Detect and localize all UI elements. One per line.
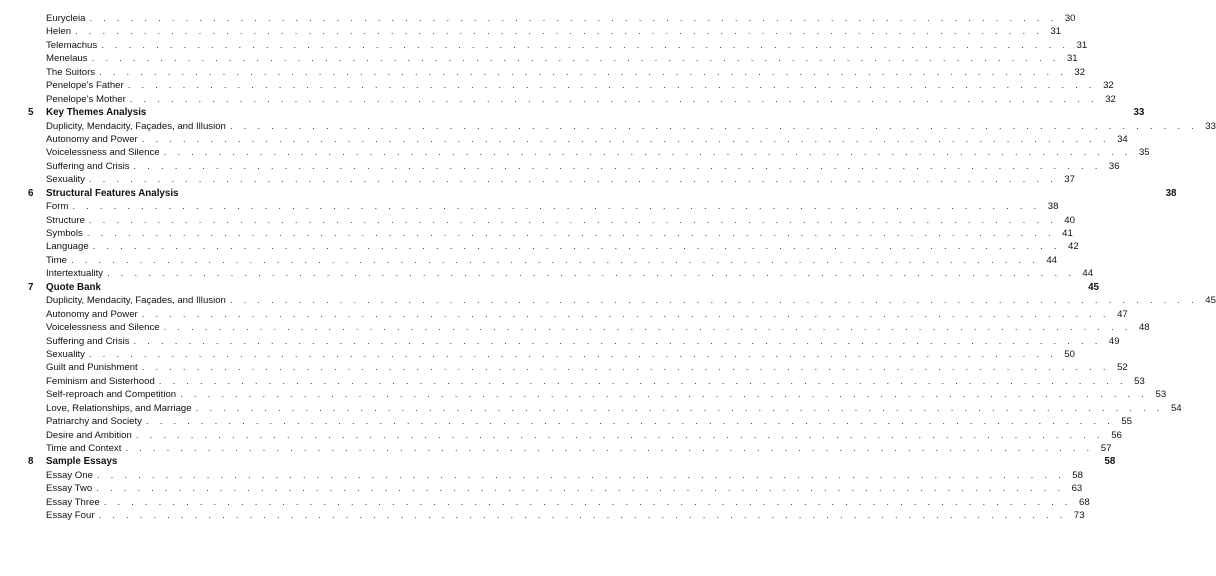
- toc-page-number: 34: [1117, 133, 1128, 145]
- toc-chapter-row[interactable]: [0, 187, 1177, 200]
- dot-leader: . . . . . . . . . . . . . . . . . . . . . . . . . . . . . . . . . . . . . . . . . . . . . . . . . . . . . . . . . . . . . . . . . . . . . . .: [103, 496, 1072, 508]
- toc-entry-row[interactable]: [0, 308, 1128, 321]
- dot-leader: . . . . . . . . . . . . . . . . . . . . . . . . . . . . . . . . . . . . . . . . . . . . . . . . . . . . . . . . . . . . . . . . . . . . . . .: [86, 228, 1055, 239]
- dot-leader: . . . . . . . . . . . . . . . . . . . . . . . . . . . . . . . . . . . . . . . . . . . . . . . . . . . . . . . . . . . . . . . . . . . . . . .: [141, 308, 1110, 320]
- toc-entry-row[interactable]: [0, 509, 1085, 522]
- toc-chapter-number: 8: [28, 456, 34, 468]
- toc-title: Autonomy and Power: [46, 133, 138, 145]
- toc-page-number: 32: [1103, 80, 1114, 92]
- toc-page-number: 56: [1111, 429, 1122, 441]
- toc-page-number: 42: [1068, 241, 1079, 253]
- toc-title: Helen: [46, 26, 72, 38]
- toc-title: Essay Two: [46, 483, 93, 495]
- toc-title: Structural Features Analysis: [46, 187, 179, 199]
- dot-leader: . . . . . . . . . . . . . . . . . . . . . . . . . . . . . . . . . . . . . . . . . . . . . . . . . . . . . . . . . . . . . . . . . . . . . . .: [89, 13, 1058, 24]
- dot-leader: . . . . . . . . . . . . . . . . . . . . . . . . . . . . . . . . . . . . . . . . . . . . . . . . . . . . . . . . . . . . . . . . . . . . . . .: [127, 80, 1096, 92]
- toc-entry-row[interactable]: [0, 12, 1076, 25]
- dot-leader: . . . . . . . . . . . . . . . . . . . . . . . . . . . . . . . . . . . . . . . . . . . . . . . . . . . . . . . . . . . . . . . . . . . . . . .: [72, 201, 1041, 213]
- toc-title: Telemachus: [46, 39, 98, 51]
- dot-leader: . . . . . . . . . . . . . . . . . . . . . . . . . . . . . . . . . . . . . . . . . . . . . . . . . . . . . . . . . . . . . . . . . . . . . . .: [180, 389, 1149, 401]
- dot-leader: . . . . . . . . . . . . . . . . . . . . . . . . . . . . . . . . . . . . . . . . . . . . . . . . . . . . . . . . . . . . . . . . . . . . . . .: [107, 268, 1076, 280]
- toc-title: Structure: [46, 214, 85, 226]
- toc-entry-row[interactable]: [0, 200, 1059, 213]
- toc-entry-row[interactable]: [0, 173, 1075, 186]
- toc-title: The Suitors: [46, 66, 96, 78]
- toc-page-number: 38: [1165, 187, 1177, 199]
- toc-title: Language: [46, 241, 89, 253]
- dot-leader: . . . . . . . . . . . . . . . . . . . . . . . . . . . . . . . . . . . . . . . . . . . . . . . . . . . . . . . . . . . . . . . . . . . . . . .: [70, 254, 1039, 266]
- toc-entry-row[interactable]: [0, 39, 1088, 52]
- toc-page-number: 35: [1138, 147, 1150, 159]
- toc-title: Voicelessness and Silence: [46, 322, 160, 334]
- toc-title: Essay Four: [46, 510, 95, 522]
- toc-page-number: 53: [1155, 389, 1167, 401]
- dot-leader: . . . . . . . . . . . . . . . . . . . . . . . . . . . . . . . . . . . . . . . . . . . . . . . . . . . . . . . . . . . . . . . . . . . . . . .: [88, 348, 1057, 360]
- toc-page-number: 57: [1100, 443, 1112, 454]
- toc-page-number: 31: [1050, 26, 1062, 38]
- toc-title: Intertextuality: [46, 268, 104, 280]
- toc-page-number: 45: [1205, 295, 1216, 307]
- toc-entry-row[interactable]: [0, 93, 1116, 106]
- toc-title: Self-reproach and Competition: [46, 389, 177, 401]
- toc-entry-row[interactable]: [0, 214, 1075, 227]
- toc-entry-row[interactable]: [0, 496, 1090, 509]
- toc-title: Sexuality: [46, 348, 85, 360]
- dot-leader: . . . . . . . . . . . . . . . . . . . . . . . . . . . . . . . . . . . . . . . . . . . . . . . . . . . . . . . . . . . . . . . . . . . . . . .: [133, 335, 1102, 347]
- toc-entry-row[interactable]: [0, 146, 1150, 159]
- dot-leader: . . . . . . . . . . . . . . . . . . . . . . . . . . . . . . . . . . . . . . . . . . . . . . . . . . . . . . . . . . . . . . . . . . . . . . .: [129, 93, 1098, 105]
- toc-chapter-number: 6: [28, 187, 34, 199]
- toc-entry-row[interactable]: [0, 79, 1114, 92]
- toc-title: Time: [46, 254, 67, 266]
- toc-title: Voicelessness and Silence: [46, 147, 160, 159]
- dot-leader: . . . . . . . . . . . . . . . . . . . . . . . . . . . . . . . . . . . . . . . . . . . . . . . . . . . . . . . . . . . . . . . . . . . . . . .: [96, 469, 1065, 481]
- toc-title: Essay Three: [46, 496, 100, 508]
- toc-entry-row[interactable]: [0, 469, 1083, 482]
- toc-entry-row[interactable]: [0, 267, 1094, 280]
- dot-leader: . . . . . . . . . . . . . . . . . . . . . . . . . . . . . . . . . . . . . . . . . . . . . . . . . . . . . . . . . . . . . . . . . . . . . . .: [158, 375, 1127, 387]
- toc-entry-row[interactable]: [0, 375, 1145, 388]
- toc-title: Guilt and Punishment: [46, 362, 138, 374]
- dot-leader: . . . . . . . . . . . . . . . . . . . . . . . . . . . . . . . . . . . . . . . . . . . . . . . . . . . . . . . . . . . . . . . . . . . . . . .: [229, 295, 1198, 307]
- toc-entry-row[interactable]: [0, 429, 1122, 442]
- dot-leader: . . . . . . . . . . . . . . . . . . . . . . . . . . . . . . . . . . . . . . . . . . . . . . . . . . . . . . . . . . . . . . . . . . . . . . .: [135, 429, 1104, 441]
- toc-entry-row[interactable]: [0, 335, 1120, 348]
- dot-leader: . . . . . . . . . . . . . . . . . . . . . . . . . . . . . . . . . . . . . . . . . . . . . . . . . . . . . . . . . . . . . . . . . . . . . . .: [99, 66, 1068, 78]
- toc-page-number: 36: [1108, 160, 1120, 172]
- toc-title: Feminism and Sisterhood: [46, 375, 155, 387]
- toc-entry-row[interactable]: [0, 120, 1216, 133]
- toc-entry-row[interactable]: [0, 482, 1083, 495]
- toc-page-number: 47: [1117, 308, 1128, 320]
- toc-page-number: 32: [1105, 93, 1116, 105]
- toc-page-number: 49: [1108, 335, 1120, 347]
- dot-leader: . . . . . . . . . . . . . . . . . . . . . . . . . . . . . . . . . . . . . . . . . . . . . . . . . . . . . . . . . . . . . . . . . . . . . . .: [141, 362, 1110, 374]
- toc-page-number: 55: [1121, 416, 1133, 428]
- toc-chapter-number: 5: [28, 107, 34, 119]
- toc-page-number: 31: [1076, 39, 1088, 51]
- toc-entry-row[interactable]: [0, 402, 1182, 415]
- toc-page-number: 73: [1073, 510, 1085, 522]
- toc-title: Love, Relationships, and Marriage: [46, 402, 192, 414]
- toc-page-number: 33: [1133, 107, 1145, 119]
- toc-title: Time and Context: [46, 443, 122, 454]
- table-of-contents: [0, 12, 1216, 523]
- toc-entry-row[interactable]: [0, 361, 1128, 374]
- toc-entry-row[interactable]: [0, 254, 1057, 267]
- toc-title: Penelope’s Father: [46, 80, 124, 92]
- dot-leader: . . . . . . . . . . . . . . . . . . . . . . . . . . . . . . . . . . . . . . . . . . . . . . . . . . . . . . . . . . . . . . . . . . . . . . .: [92, 241, 1061, 253]
- toc-title: Key Themes Analysis: [46, 107, 147, 119]
- toc-page-number: 48: [1138, 322, 1150, 334]
- toc-title: Form: [46, 201, 69, 213]
- toc-entry-row[interactable]: [0, 133, 1128, 146]
- toc-page-number: 58: [1072, 469, 1083, 481]
- toc-entry-row[interactable]: [0, 25, 1062, 38]
- dot-leader: . . . . . . . . . . . . . . . . . . . . . . . . . . . . . . . . . . . . . . . . . . . . . . . . . . . . . . . . . . . . . . . . . . . . . . .: [133, 160, 1102, 172]
- dot-leader: . . . . . . . . . . . . . . . . . . . . . . . . . . . . . . . . . . . . . . . . . . . . . . . . . . . . . . . . . . . . . . . . . . . . . . .: [125, 443, 1094, 454]
- toc-chapter-number: 7: [28, 281, 34, 293]
- toc-page-number: 41: [1062, 228, 1073, 239]
- toc-title: Patriarchy and Society: [46, 416, 142, 428]
- toc-page-number: 58: [1104, 456, 1116, 468]
- toc-title: Duplicity, Mendacity, Façades, and Illusion: [46, 295, 226, 307]
- dot-leader: . . . . . . . . . . . . . . . . . . . . . . . . . . . . . . . . . . . . . . . . . . . . . . . . . . . . . . . . . . . . . . . . . . . . . . .: [195, 402, 1164, 414]
- toc-page-number: 50: [1064, 348, 1075, 360]
- toc-page-number: 54: [1170, 402, 1182, 414]
- toc-title: Duplicity, Mendacity, Façades, and Illusion: [46, 120, 226, 132]
- toc-title: Penelope’s Mother: [46, 93, 126, 105]
- toc-entry-row[interactable]: [0, 52, 1078, 65]
- toc-title: Quote Bank: [46, 281, 101, 293]
- toc-page-number: 44: [1082, 268, 1094, 280]
- toc-page-number: 37: [1064, 174, 1075, 186]
- dot-leader: . . . . . . . . . . . . . . . . . . . . . . . . . . . . . . . . . . . . . . . . . . . . . . . . . . . . . . . . . . . . . . . . . . . . . . .: [163, 147, 1132, 159]
- toc-page-number: 53: [1134, 375, 1145, 387]
- toc-title: Symbols: [46, 228, 83, 239]
- toc-entry-row[interactable]: [0, 294, 1216, 307]
- toc-page-number: 52: [1117, 362, 1128, 374]
- toc-page-number: 40: [1064, 214, 1075, 226]
- dot-leader: . . . . . . . . . . . . . . . . . . . . . . . . . . . . . . . . . . . . . . . . . . . . . . . . . . . . . . . . . . . . . . . . . . . . . . .: [163, 322, 1132, 334]
- toc-page-number: 63: [1071, 483, 1083, 495]
- dot-leader: . . . . . . . . . . . . . . . . . . . . . . . . . . . . . . . . . . . . . . . . . . . . . . . . . . . . . . . . . . . . . . . . . . . . . . .: [141, 133, 1110, 145]
- dot-leader: . . . . . . . . . . . . . . . . . . . . . . . . . . . . . . . . . . . . . . . . . . . . . . . . . . . . . . . . . . . . . . . . . . . . . . .: [96, 483, 1065, 495]
- toc-page-number: 33: [1205, 120, 1216, 132]
- toc-title: Sexuality: [46, 174, 85, 186]
- dot-leader: . . . . . . . . . . . . . . . . . . . . . . . . . . . . . . . . . . . . . . . . . . . . . . . . . . . . . . . . . . . . . . . . . . . . . . .: [91, 53, 1060, 65]
- toc-title: Suffering and Crisis: [46, 335, 130, 347]
- toc-page-number: 38: [1047, 201, 1059, 213]
- dot-leader: . . . . . . . . . . . . . . . . . . . . . . . . . . . . . . . . . . . . . . . . . . . . . . . . . . . . . . . . . . . . . . . . . . . . . . .: [98, 510, 1067, 522]
- toc-page-number: 68: [1079, 496, 1090, 508]
- toc-title: Desire and Ambition: [46, 429, 132, 441]
- toc-page-number: 30: [1064, 13, 1076, 24]
- toc-title: Autonomy and Power: [46, 308, 138, 320]
- toc-entry-row[interactable]: [0, 160, 1120, 173]
- toc-page-number: 32: [1074, 66, 1086, 78]
- toc-chapter-row[interactable]: [0, 455, 1116, 468]
- toc-title: Eurycleia: [46, 13, 86, 24]
- toc-title: Menelaus: [46, 53, 88, 65]
- toc-entry-row[interactable]: [0, 415, 1133, 428]
- dot-leader: . . . . . . . . . . . . . . . . . . . . . . . . . . . . . . . . . . . . . . . . . . . . . . . . . . . . . . . . . . . . . . . . . . . . . . .: [229, 120, 1198, 132]
- toc-entry-row[interactable]: [0, 348, 1075, 361]
- dot-leader: . . . . . . . . . . . . . . . . . . . . . . . . . . . . . . . . . . . . . . . . . . . . . . . . . . . . . . . . . . . . . . . . . . . . . . .: [88, 214, 1057, 226]
- toc-entry-row[interactable]: [0, 240, 1079, 253]
- dot-leader: . . . . . . . . . . . . . . . . . . . . . . . . . . . . . . . . . . . . . . . . . . . . . . . . . . . . . . . . . . . . . . . . . . . . . . .: [75, 26, 1044, 38]
- dot-leader: . . . . . . . . . . . . . . . . . . . . . . . . . . . . . . . . . . . . . . . . . . . . . . . . . . . . . . . . . . . . . . . . . . . . . . .: [88, 174, 1057, 186]
- toc-title: Essay One: [46, 469, 93, 481]
- toc-entry-row[interactable]: [0, 388, 1167, 401]
- toc-entry-row[interactable]: [0, 227, 1073, 240]
- dot-leader: . . . . . . . . . . . . . . . . . . . . . . . . . . . . . . . . . . . . . . . . . . . . . . . . . . . . . . . . . . . . . . . . . . . . . . .: [145, 416, 1115, 428]
- toc-entry-row[interactable]: [0, 321, 1150, 334]
- toc-chapter-row[interactable]: [0, 106, 1145, 119]
- toc-entry-row[interactable]: [0, 66, 1086, 79]
- toc-title: Sample Essays: [46, 456, 118, 468]
- toc-page-number: 44: [1046, 254, 1057, 266]
- toc-page-number: 31: [1066, 53, 1078, 65]
- toc-entry-row[interactable]: [0, 442, 1112, 455]
- toc-title: Suffering and Crisis: [46, 160, 130, 172]
- dot-leader: . . . . . . . . . . . . . . . . . . . . . . . . . . . . . . . . . . . . . . . . . . . . . . . . . . . . . . . . . . . . . . . . . . . . . . .: [101, 39, 1070, 51]
- toc-page-number: 45: [1088, 281, 1099, 293]
- toc-chapter-row[interactable]: [0, 281, 1099, 294]
